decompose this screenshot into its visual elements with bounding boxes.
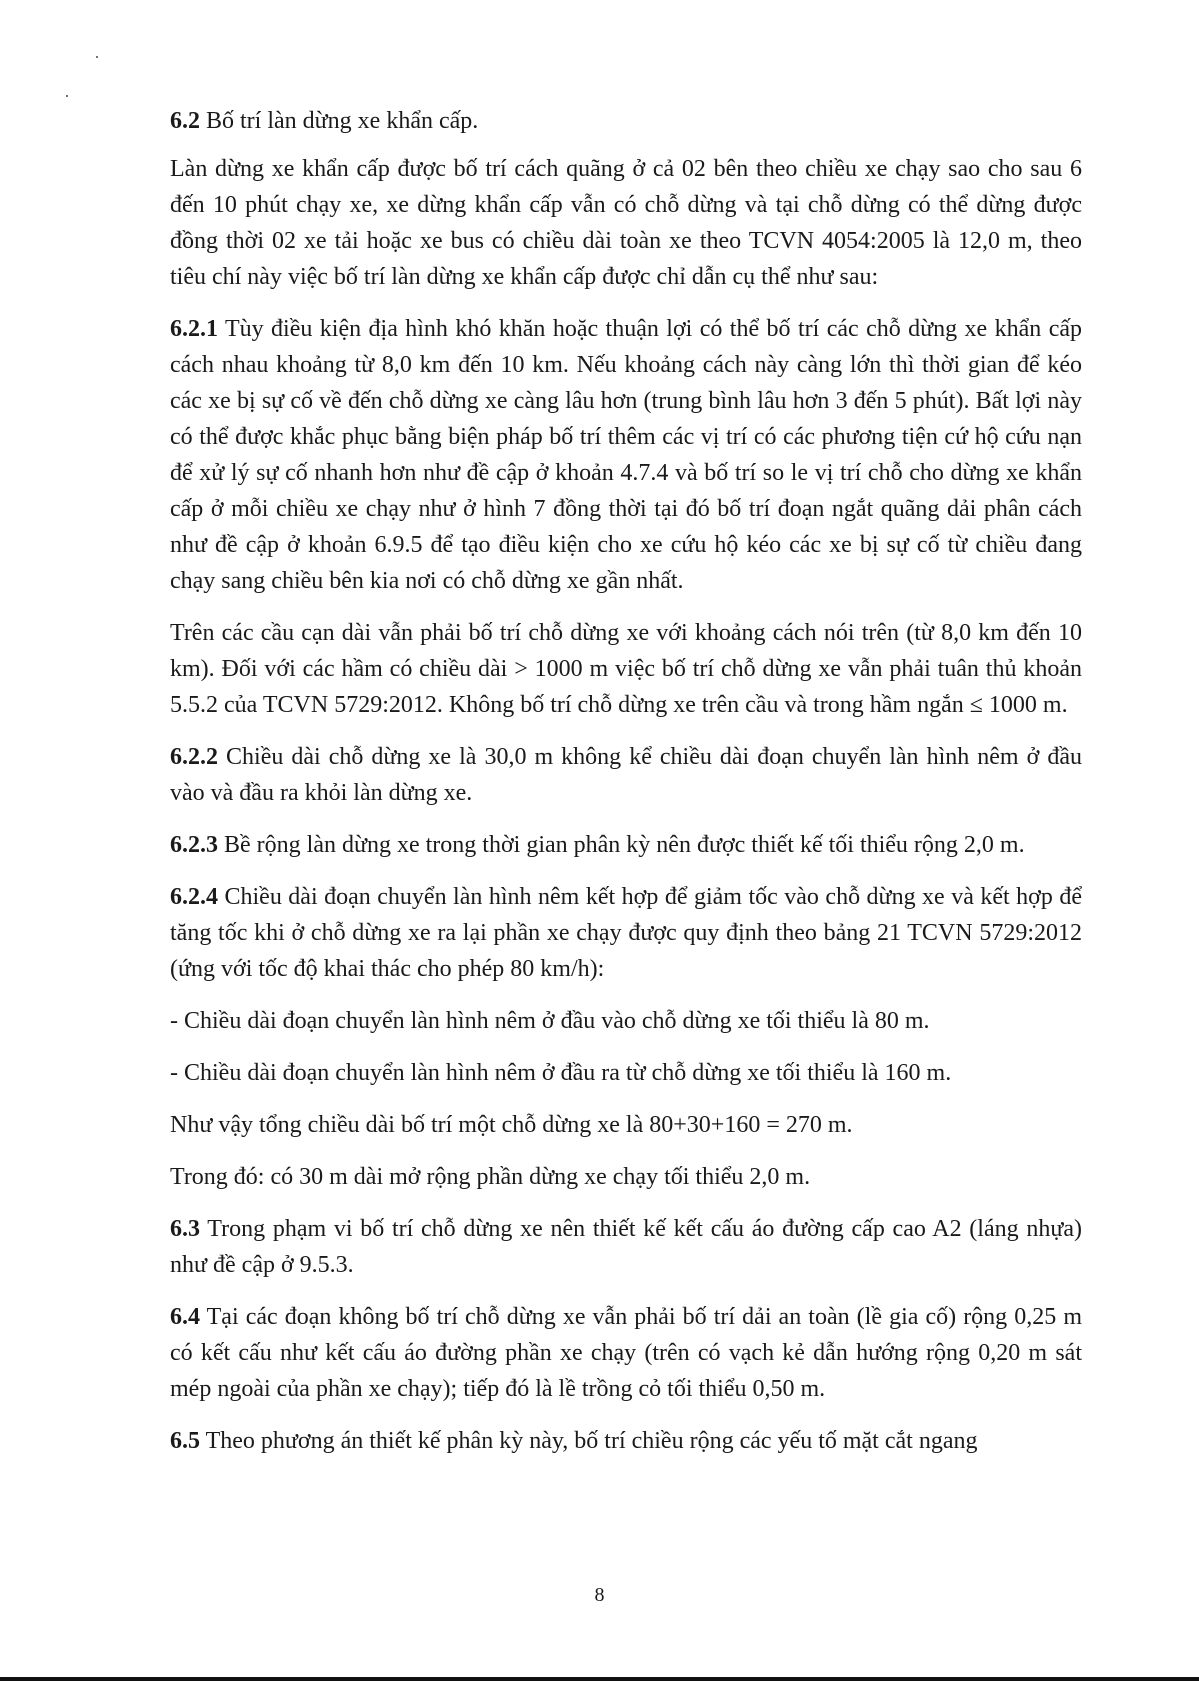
section-6-2-4	[170, 879, 1082, 987]
section-6-2-3	[170, 827, 1082, 863]
paragraph-text: Theo phương án thiết kế phân kỳ này, bố trí chiều rộng các yếu tố mặt cắt ngang	[200, 1428, 978, 1454]
section-number: 6.2	[170, 108, 200, 134]
section-number: 6.4	[170, 1304, 200, 1330]
paragraph-text: Trong đó: có 30 m dài mở rộng phần dừng xe chạy tối thiểu 2,0 m.	[170, 1164, 811, 1190]
paragraph-text: Trong phạm vi bố trí chỗ dừng xe nên thiết kế kết cấu áo đường cấp cao A2 (láng nhựa) như đề cập ở 9.5.3.	[170, 1216, 1082, 1278]
paragraph-text: Chiều dài chỗ dừng xe là 30,0 m không kể chiều dài đoạn chuyển làn hình nêm ở đầu vào và đầu ra khỏi làn dừng xe.	[170, 744, 1082, 806]
paragraph-text: - Chiều dài đoạn chuyển làn hình nêm ở đầu vào chỗ dừng xe tối thiểu là 80 m.	[170, 1008, 930, 1034]
paragraph	[170, 615, 1082, 723]
page-number: 8	[594, 1584, 605, 1606]
paragraph-text: Tùy điều kiện địa hình khó khăn hoặc thuận lợi có thể bố trí các chỗ dừng xe khẩn cấp cách nhau khoảng từ 8,0 km đến 10 km. Nếu khoảng cách này càng lớn thì thời gian để kéo các xe bị sự cố về đến chỗ dừng xe càng lâu hơn (trung bình lâu hơn 3 đến 5 phút). Bất lợi này có thể được khắc phục bằng biện pháp bố trí thêm các vị trí có các phương tiện cứ hộ cứu nạn để xử lý sự cố nhanh hơn như đề cập ở khoản 4.7.4 và bố trí so le vị trí chỗ cho dừng xe khẩn cấp ở mỗi chiều xe chạy như ở hình 7 đồng thời tại đó bố trí đoạn ngắt quãng dải phân cách như đề cập ở khoản 6.9.5 để tạo điều kiện cho xe cứu hộ kéo các xe bị sự cố từ chiều đang chạy sang chiều bên kia nơi có chỗ dừng xe gần nhất.	[170, 316, 1082, 594]
paragraph-text: Bề rộng làn dừng xe trong thời gian phân kỳ nên được thiết kế tối thiểu rộng 2,0 m.	[218, 832, 1025, 858]
section-number: 6.2.4	[170, 884, 218, 910]
paragraph-text: Tại các đoạn không bố trí chỗ dừng xe vẫn phải bố trí dải an toàn (lề gia cố) rộng 0,25 m có kết cấu như kết cấu áo đường phần xe chạy (trên có vạch kẻ dẫn hướng rộng 0,20 m sát mép ngoài của phần xe chạy); tiếp đó là lề trồng cỏ tối thiểu 0,50 m.	[170, 1304, 1082, 1402]
section-6-2-heading	[170, 103, 1082, 139]
document-body	[170, 103, 1082, 1475]
section-number: 6.2.3	[170, 832, 218, 858]
section-number: 6.2.1	[170, 316, 218, 342]
scan-edge	[0, 1677, 1199, 1681]
section-number: 6.5	[170, 1428, 200, 1454]
paragraph	[170, 1159, 1082, 1195]
scan-speck	[96, 56, 98, 58]
section-6-2-2	[170, 739, 1082, 811]
paragraph	[170, 1107, 1082, 1143]
list-item	[170, 1055, 1082, 1091]
section-6-5	[170, 1423, 1082, 1459]
section-number: 6.3	[170, 1216, 200, 1242]
section-6-4	[170, 1299, 1082, 1407]
section-number: 6.2.2	[170, 744, 218, 770]
list-item	[170, 1003, 1082, 1039]
scan-speck	[66, 95, 68, 97]
paragraph-text: Như vậy tổng chiều dài bố trí một chỗ dừng xe là 80+30+160 = 270 m.	[170, 1112, 853, 1138]
section-6-2-1	[170, 311, 1082, 599]
paragraph-text: Bố trí làn dừng xe khẩn cấp.	[200, 108, 479, 134]
paragraph-text: Làn dừng xe khẩn cấp được bố trí cách quãng ở cả 02 bên theo chiều xe chạy sao cho sau 6 đến 10 phút chạy xe, xe dừng khẩn cấp vẫn có chỗ dừng và tại chỗ dừng có thể dừng được đồng thời 02 xe tải hoặc xe bus có chiều dài toàn xe theo TCVN 4054:2005 là 12,0 m, theo tiêu chí này việc bố trí làn dừng xe khẩn cấp được chỉ dẫn cụ thể như sau:	[170, 156, 1082, 290]
paragraph-text: - Chiều dài đoạn chuyển làn hình nêm ở đầu ra từ chỗ dừng xe tối thiểu là 160 m.	[170, 1060, 952, 1086]
paragraph-text: Trên các cầu cạn dài vẫn phải bố trí chỗ dừng xe với khoảng cách nói trên (từ 8,0 km đến 10 km). Đối với các hầm có chiều dài > 1000 m việc bố trí chỗ dừng xe vẫn phải tuân thủ khoản 5.5.2 của TCVN 5729:2012. Không bố trí chỗ dừng xe trên cầu và trong hầm ngắn ≤ 1000 m.	[170, 620, 1082, 718]
paragraph	[170, 151, 1082, 295]
section-6-3	[170, 1211, 1082, 1283]
paragraph-text: Chiều dài đoạn chuyển làn hình nêm kết hợp để giảm tốc vào chỗ dừng xe và kết hợp để tăng tốc khi ở chỗ dừng xe ra lại phần xe chạy được quy định theo bảng 21 TCVN 5729:2012 (ứng với tốc độ khai thác cho phép 80 km/h):	[170, 884, 1082, 982]
